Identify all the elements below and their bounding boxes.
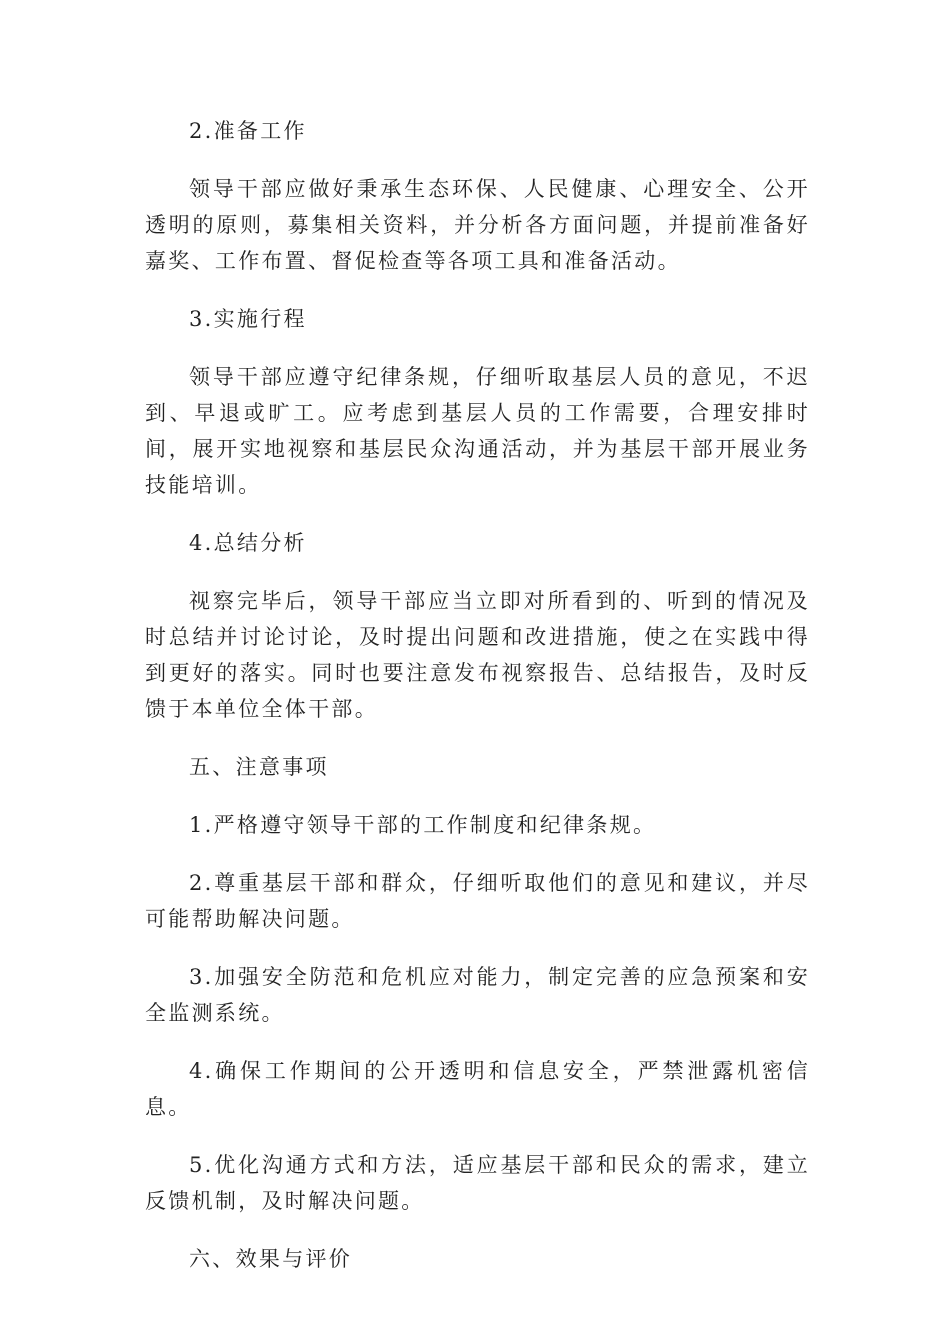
section-heading: 2.准备工作 — [189, 119, 307, 143]
section-paragraph: 领导干部应做好秉承生态环保、人民健康、心理安全、公开透明的原则，募集相关资料，并分析各方面问题，并提前准备好嘉奖、工作布置、督促检查等各项工具和准备活动。 — [145, 177, 810, 273]
note-item: 3.加强安全防范和危机应对能力，制定完善的应急预案和安全监测系统。 — [145, 965, 810, 1025]
document-content — [145, 113, 810, 1299]
section-heading: 3.实施行程 — [189, 307, 307, 331]
section-paragraph: 领导干部应遵守纪律条规，仔细听取基层人员的意见，不迟到、早退或旷工。应考虑到基层人员的工作需要，合理安排时间，展开实地视察和基层民众沟通活动，并为基层干部开展业务技能培训。 — [145, 365, 810, 497]
note-item: 5.优化沟通方式和方法，适应基层干部和民众的需求，建立反馈机制，及时解决问题。 — [145, 1153, 810, 1213]
notes-heading: 五、注意事项 — [189, 755, 329, 779]
section-heading: 4.总结分析 — [189, 531, 307, 555]
final-heading: 六、效果与评价 — [189, 1247, 353, 1271]
note-item: 4.确保工作期间的公开透明和信息安全，严禁泄露机密信息。 — [145, 1059, 810, 1119]
section-paragraph: 视察完毕后，领导干部应当立即对所看到的、听到的情况及时总结并讨论讨论，及时提出问题和改进措施，使之在实践中得到更好的落实。同时也要注意发布视察报告、总结报告，及时反馈于本单位全体干部。 — [145, 589, 810, 721]
note-item: 1.严格遵守领导干部的工作制度和纪律条规。 — [189, 813, 657, 837]
note-item: 2.尊重基层干部和群众，仔细听取他们的意见和建议，并尽可能帮助解决问题。 — [145, 871, 810, 931]
